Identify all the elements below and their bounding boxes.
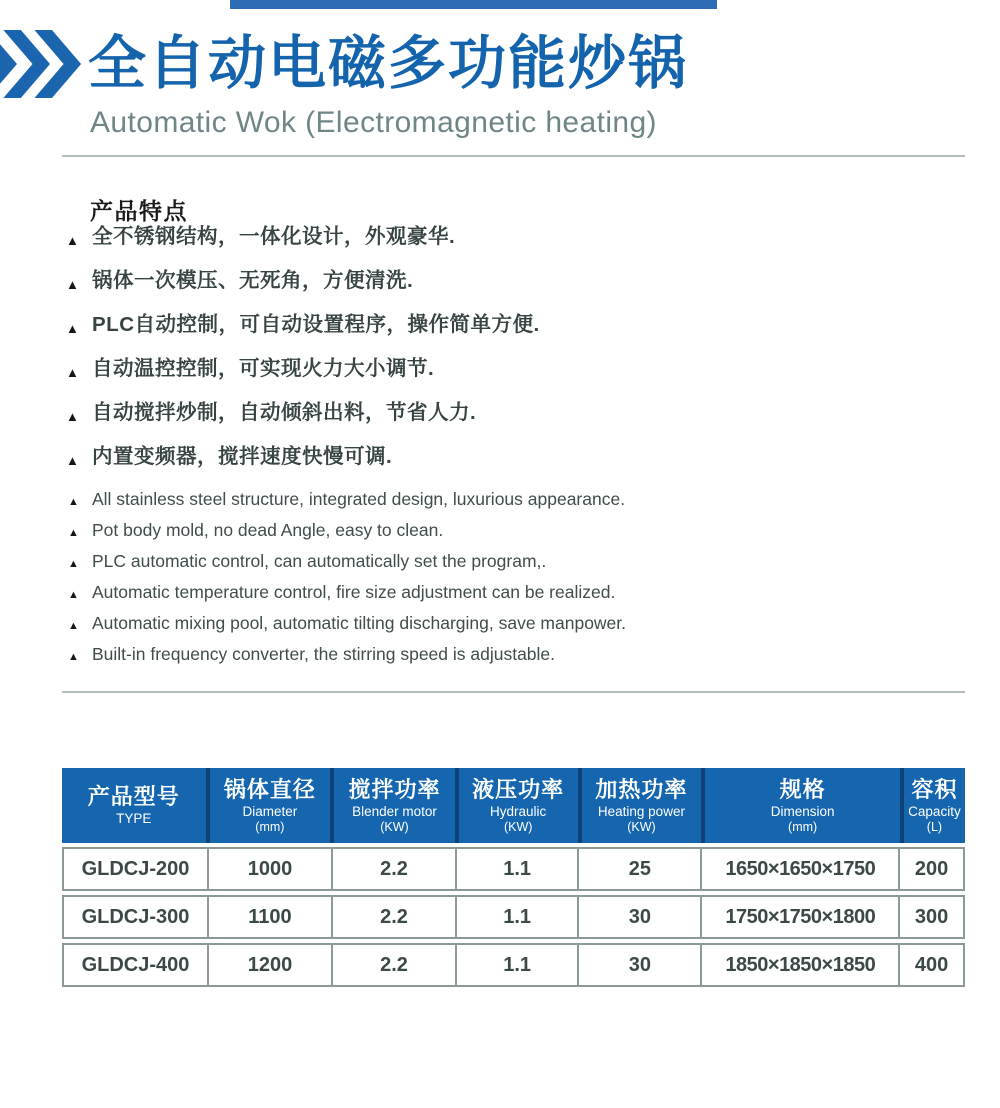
feature-text-en: PLC automatic control, can automatically set the program,.	[92, 551, 547, 571]
feature-item-en	[0, 520, 1000, 541]
feature-text-zh: 自动温控控制，可实现火力大小调节.	[92, 357, 435, 380]
column-header-zh: 产品型号	[87, 784, 180, 809]
feature-item-en	[0, 551, 1000, 572]
triangle-bullet-icon: ▲	[68, 651, 79, 663]
column-header-en: Capacity	[908, 803, 961, 819]
cell-type: GLDCJ-300	[81, 905, 190, 928]
feature-item-zh	[0, 445, 1000, 469]
cell-hydraulic: 1.1	[455, 897, 577, 937]
triangle-bullet-icon: ▲	[68, 527, 79, 539]
page-header	[0, 0, 1000, 140]
cell-capacity: 200	[898, 849, 963, 889]
feature-item-zh	[0, 225, 1000, 249]
column-header-hydraulic	[455, 768, 578, 843]
column-header-blender-motor	[330, 768, 455, 843]
column-header-diameter	[206, 768, 331, 843]
triangle-bullet-icon: ▲	[68, 558, 79, 570]
features-section	[0, 197, 1000, 665]
column-header-en: Hydraulic	[490, 803, 547, 819]
cell-blender-motor: 2.2	[331, 849, 455, 889]
feature-text-zh: 锅体一次模压、无死角，方便清洗.	[92, 269, 414, 292]
column-header-unit: (KW)	[380, 819, 409, 834]
column-header-unit: (L)	[926, 819, 943, 834]
cell-dimension: 1750×1750×1800	[700, 897, 898, 937]
cell-diameter: 1200	[207, 945, 331, 985]
feature-text-en: Automatic temperature control, fire size adjustment can be realized.	[92, 582, 616, 602]
features-list-zh	[0, 225, 1000, 469]
triangle-bullet-icon: ▲	[66, 277, 80, 292]
column-header-zh: 锅体直径	[223, 776, 316, 802]
cell-diameter: 1000	[207, 849, 331, 889]
feature-text-zh: PLC自动控制，可自动设置程序，操作简单方便.	[92, 313, 540, 336]
triangle-bullet-icon: ▲	[68, 589, 79, 601]
table-row	[62, 895, 965, 939]
cell-dimension: 1850×1850×1850	[700, 945, 898, 985]
cell-blender-motor: 2.2	[331, 945, 455, 985]
column-header-heating-power	[578, 768, 702, 843]
table-row	[62, 943, 965, 987]
triangle-bullet-icon: ▲	[66, 233, 80, 248]
column-header-zh: 加热功率	[595, 776, 688, 802]
feature-text-en: All stainless steel structure, integrated design, luxurious appearance.	[92, 489, 626, 509]
title-block	[88, 30, 1000, 140]
cell-heating-power: 30	[577, 897, 700, 937]
column-header-dimension	[701, 768, 900, 843]
triangle-bullet-icon: ▲	[66, 409, 80, 424]
feature-text-zh: 内置变频器，搅拌速度快慢可调.	[92, 445, 393, 468]
spec-table-header	[62, 768, 965, 843]
column-header-en: Diameter	[242, 803, 298, 819]
double-chevron-icon	[0, 30, 100, 98]
divider-top	[62, 155, 965, 157]
cell-diameter: 1100	[207, 897, 331, 937]
spec-table	[62, 768, 965, 987]
column-header-unit: (mm)	[255, 819, 285, 834]
column-header-en: Heating power	[597, 803, 685, 819]
feature-item-zh	[0, 401, 1000, 425]
feature-item-en	[0, 582, 1000, 603]
column-header-unit: (mm)	[788, 819, 818, 834]
cell-type: GLDCJ-200	[81, 857, 190, 880]
feature-item-en	[0, 644, 1000, 665]
cell-type: GLDCJ-400	[81, 953, 190, 976]
column-header-en: TYPE	[116, 811, 152, 826]
triangle-bullet-icon: ▲	[66, 365, 80, 380]
feature-item-zh	[0, 313, 1000, 337]
column-header-zh: 容积	[911, 776, 958, 802]
table-row	[62, 847, 965, 891]
cell-capacity: 400	[898, 945, 963, 985]
feature-text-zh: 自动搅拌炒制，自动倾斜出料，节省人力.	[92, 401, 477, 424]
divider-bottom	[62, 691, 965, 693]
column-header-type	[62, 768, 206, 843]
cell-heating-power: 25	[577, 849, 700, 889]
column-header-unit: (KW)	[627, 819, 656, 834]
column-header-zh: 规格	[779, 776, 826, 802]
column-header-unit: (KW)	[503, 819, 533, 834]
page-title-zh: 全自动电磁多功能炒锅	[88, 31, 689, 96]
cell-hydraulic: 1.1	[455, 849, 577, 889]
feature-text-zh: 全不锈钢结构，一体化设计，外观豪华.	[92, 225, 456, 248]
cell-capacity: 300	[898, 897, 963, 937]
cell-hydraulic: 1.1	[455, 945, 577, 985]
feature-text-en: Pot body mold, no dead Angle, easy to clean.	[92, 520, 444, 540]
features-heading: 产品特点	[90, 198, 188, 224]
triangle-bullet-icon: ▲	[66, 321, 80, 336]
column-header-zh: 搅拌功率	[348, 776, 441, 802]
triangle-bullet-icon: ▲	[68, 496, 79, 508]
cell-blender-motor: 2.2	[331, 897, 455, 937]
triangle-bullet-icon: ▲	[68, 620, 79, 632]
cell-heating-power: 30	[577, 945, 700, 985]
cell-dimension: 1650×1650×1750	[700, 849, 898, 889]
column-header-capacity	[900, 768, 965, 843]
column-header-zh: 液压功率	[472, 776, 565, 802]
feature-text-en: Built-in frequency converter, the stirring speed is adjustable.	[92, 644, 556, 664]
feature-item-zh	[0, 269, 1000, 293]
feature-item-zh	[0, 357, 1000, 381]
features-list-en	[0, 489, 1000, 665]
feature-text-en: Automatic mixing pool, automatic tilting discharging, save manpower.	[92, 613, 627, 633]
feature-item-en	[0, 489, 1000, 510]
triangle-bullet-icon: ▲	[66, 453, 80, 468]
column-header-en: Blender motor	[352, 803, 437, 819]
column-header-en: Dimension	[770, 803, 835, 819]
feature-item-en	[0, 613, 1000, 634]
page-title-en: Automatic Wok (Electromagnetic heating)	[90, 106, 657, 139]
